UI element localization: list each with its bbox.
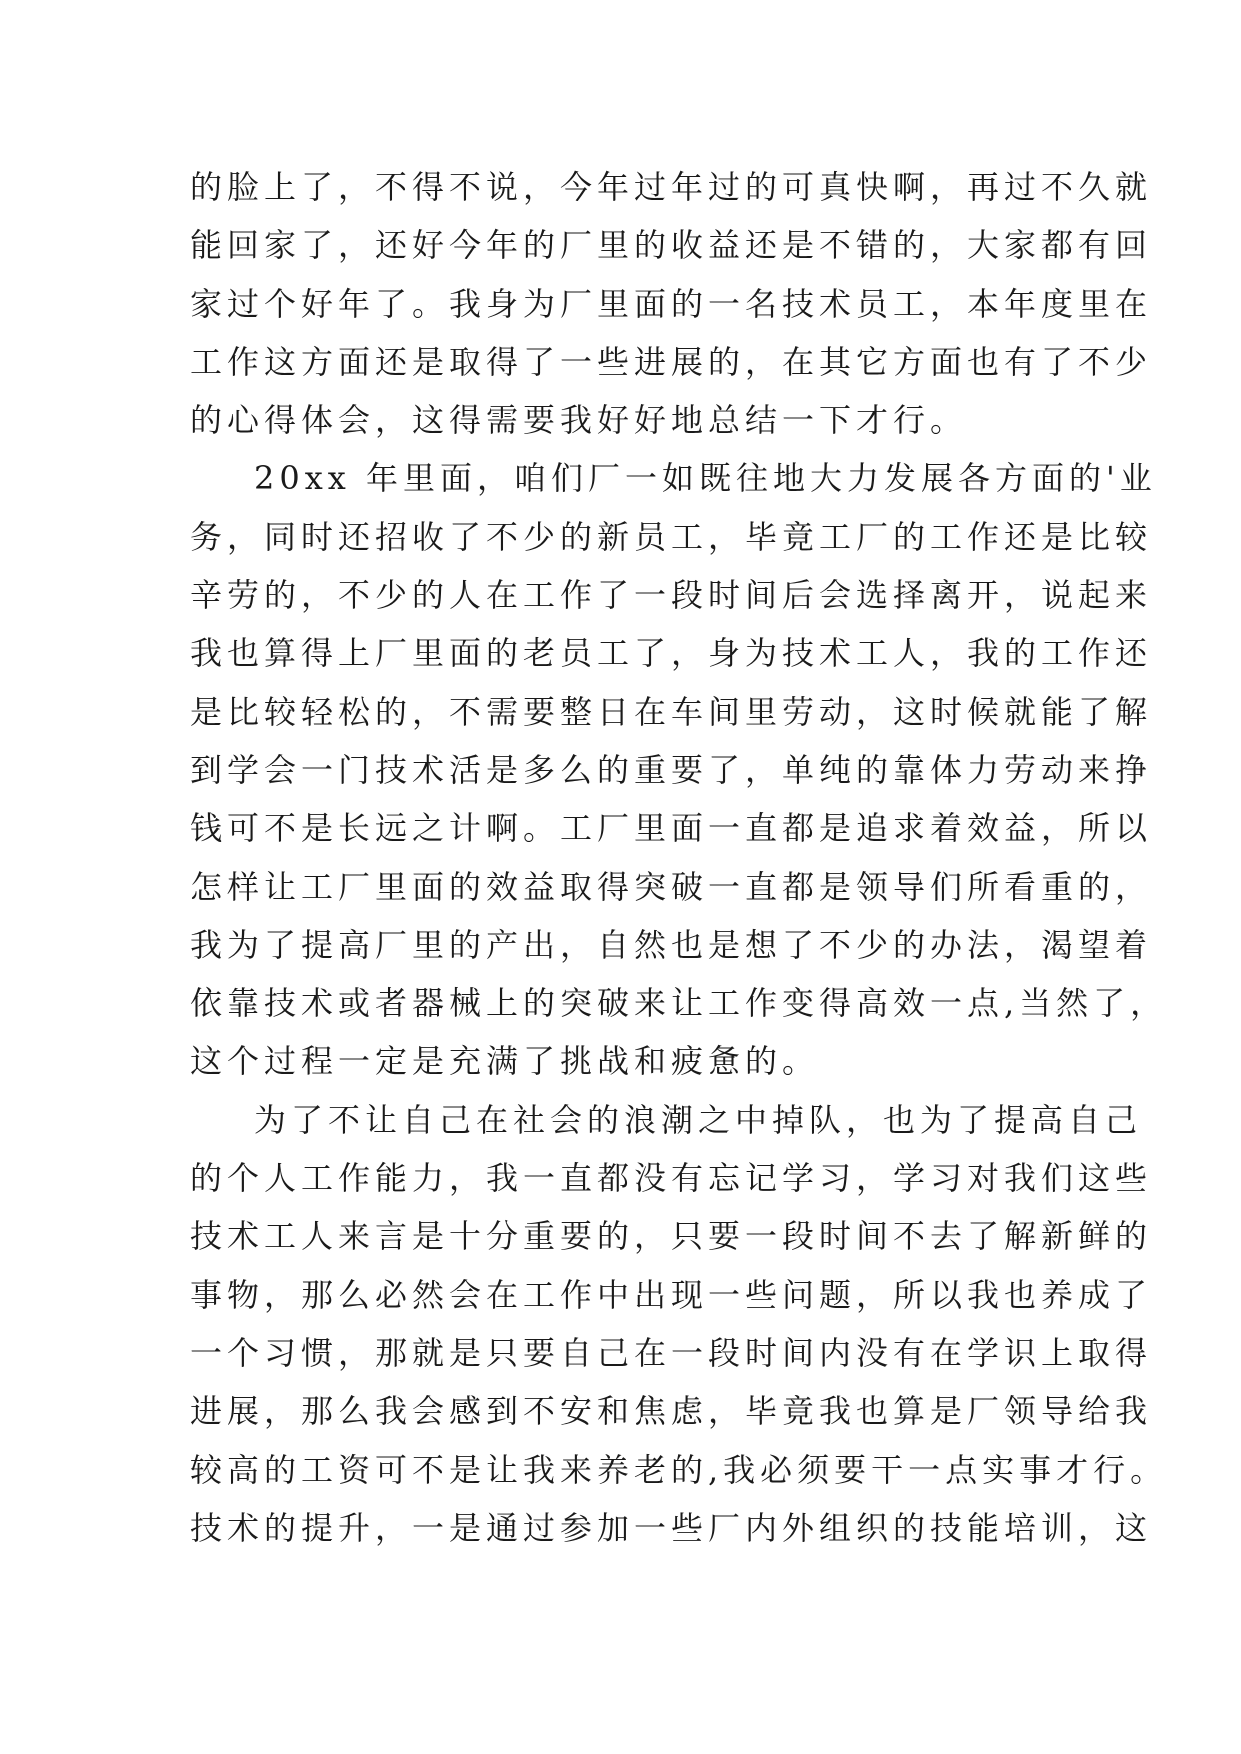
- text-line: 一个习惯，那就是只要自己在一段时间内没有在学识上取得: [190, 1333, 1153, 1372]
- text-line: 进展，那么我会感到不安和焦虑，毕竟我也算是厂领导给我: [190, 1392, 1153, 1431]
- text-line: 这个过程一定是充满了挑战和疲惫的。: [190, 1042, 820, 1081]
- text-line: 工作这方面还是取得了一些进展的，在其它方面也有了不少: [190, 342, 1153, 381]
- text-line: 的脸上了，不得不说，今年过年过的可真快啊，再过不久就: [190, 168, 1153, 206]
- text-line: 钱可不是长远之计啊。工厂里面一直都是追求着效益，所以: [190, 809, 1153, 848]
- text-line: 的个人工作能力，我一直都没有忘记学习，学习对我们这些: [190, 1159, 1153, 1198]
- text-line: 辛劳的，不少的人在工作了一段时间后会选择离开，说起来: [190, 576, 1153, 615]
- text-line: 的心得体会，这得需要我好好地总结一下才行。: [190, 401, 968, 440]
- text-line: 事物，那么必然会在工作中出现一些问题，所以我也养成了: [190, 1275, 1153, 1314]
- text-line: 我也算得上厂里面的老员工了，身为技术工人，我的工作还: [190, 634, 1153, 673]
- text-line: 到学会一门技术活是多么的重要了，单纯的靠体力劳动来挣: [190, 750, 1153, 789]
- text-line: 20xx 年里面，咱们厂一如既往地大力发展各方面的'业: [254, 459, 1157, 498]
- text-line: 是比较轻松的，不需要整日在车间里劳动，这时候就能了解: [190, 692, 1153, 731]
- text-line: 能回家了，还好今年的厂里的收益还是不错的，大家都有回: [190, 226, 1153, 265]
- text-line: 家过个好年了。我身为厂里面的一名技术员工，本年度里在: [190, 284, 1153, 323]
- text-line: 技术的提升，一是通过参加一些厂内外组织的技能培训，这: [190, 1508, 1153, 1547]
- text-line: 务，同时还招收了不少的新员工，毕竟工厂的工作还是比较: [190, 517, 1153, 556]
- text-line: 技术工人来言是十分重要的，只要一段时间不去了解新鲜的: [190, 1217, 1153, 1256]
- text-line: 为了不让自己在社会的浪潮之中掉队，也为了提高自己: [254, 1100, 1143, 1139]
- text-line: 较高的工资可不是让我来养老的,我必须要干一点实事才行。: [190, 1450, 1168, 1489]
- body-text: [190, 158, 1168, 1557]
- text-line: 我为了提高厂里的产出，自然也是想了不少的办法，渴望着: [190, 925, 1153, 964]
- text-line: 依靠技术或者器械上的突破来让工作变得高效一点,当然了，: [190, 984, 1168, 1023]
- text-line: 怎样让工厂里面的效益取得突破一直都是领导们所看重的，: [190, 867, 1153, 906]
